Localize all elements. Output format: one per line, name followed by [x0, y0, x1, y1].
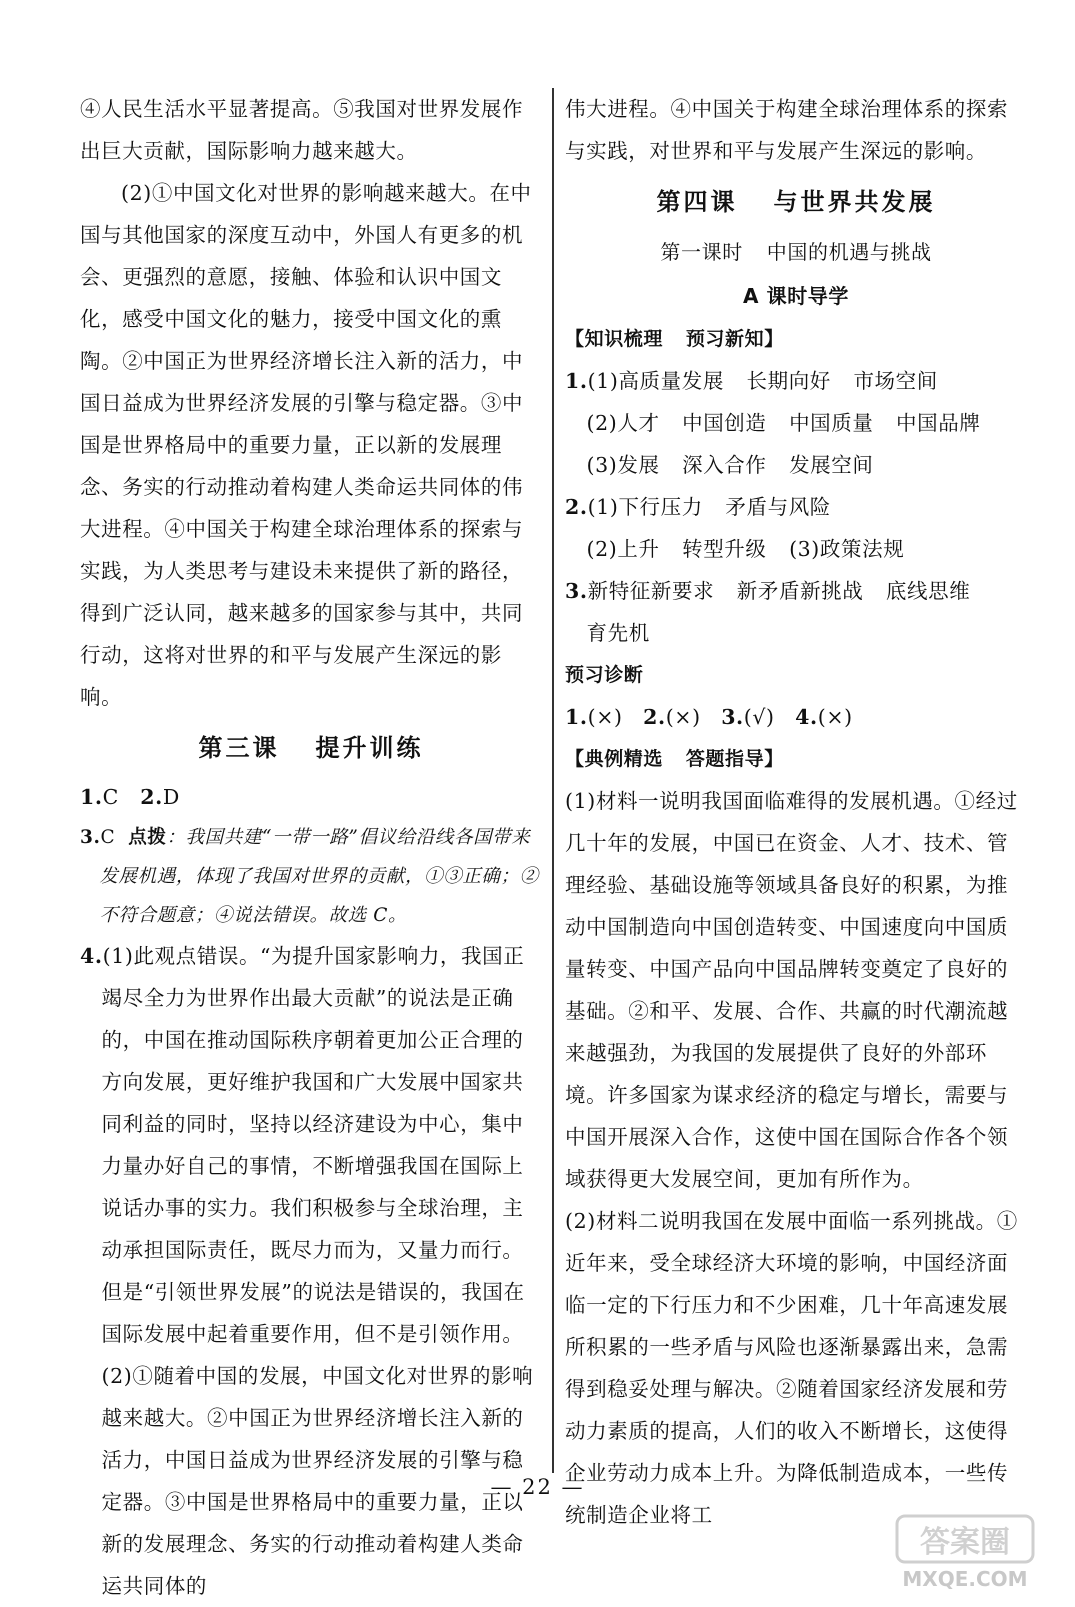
section-a-title: A 课时导学	[742, 284, 850, 308]
paragraph-continued-right: 伟大进程。④中国关于构建全球治理体系的探索与实践，对世界和平与发展产生深远的影响。	[565, 97, 1009, 163]
lesson-4-title: 第四课 与世界共发展	[656, 187, 936, 216]
column-divider	[552, 88, 554, 1473]
page-number: — 22 —	[490, 1475, 585, 1499]
question-1-2-answers: 1.C 2.D	[80, 785, 180, 809]
paragraph-continued: ④人民生活水平显著提高。⑤我国对世界发展作出巨大贡献，国际影响力越来越大。	[80, 97, 524, 163]
right-column	[565, 88, 1027, 1536]
lesson-subtitle: 第一课时 中国的机遇与挑战	[660, 240, 932, 264]
watermark-text-top: 答案圈	[920, 1525, 1010, 1560]
knowledge-item-1-line-1: 1.(1)高质量发展 长期向好 市场空间	[565, 369, 938, 393]
watermark-logo	[895, 1512, 1035, 1592]
preview-diagnosis-label: 预习诊断	[565, 664, 644, 686]
question-4-part-1: 4.(1)此观点错误。“为提升国家影响力，我国正竭尽全力为世界作出最大贡献”的说法是正确的，中国在推动国际秩序朝着更加公正合理的方向发展，更好维护我国和广大发展中国家共同利益的同时，坚持以经济建设为中心，集中力量办好自己的事情，不断增强我国在国际上说话办事的实力。我们积极参与全球治理，主动承担国际责任，既尽力而为，又量力而行。但是“引领世界发展”的说法是错误的，我国在国际发展中起着重要作用，但不是引领作用。	[80, 944, 525, 1346]
knowledge-item-2-line-1: 2.(1)下行压力 矛盾与风险	[565, 495, 831, 519]
knowledge-item-2-line-2: (2)上升 转型升级 (3)政策法规	[586, 537, 905, 561]
knowledge-item-3-line-1: 3.新特征新要求 新矛盾新挑战 底线思维	[565, 579, 971, 603]
left-column	[80, 88, 542, 1607]
watermark-icon	[895, 1512, 1035, 1592]
example-part-1: (1)材料一说明我国面临难得的发展机遇。①经过几十年的发展，中国已在资金、人才、技术、管理经验、基础设施等领域具备良好的积累，为推动中国制造向中国创造转变、中国速度向中国质量转变、中国产品向中国品牌转变奠定了良好的基础。②和平、发展、合作、共赢的时代潮流越来越强劲，为我国的发展提供了良好的外部环境。许多国家为谋求经济的稳定与增长，需要与中国开展深入合作，这使中国在国际合作各个领域获得更大发展空间，更加有所作为。	[565, 789, 1018, 1191]
preview-diagnosis-answers: 1.(×) 2.(×) 3.(√) 4.(×)	[565, 705, 853, 729]
example-heading: 【典例精选 答题指导】	[565, 748, 784, 770]
example-part-2: (2)材料二说明我国在发展中面临一系列挑战。①近年来，受全球经济大环境的影响，中国经济面临一定的下行压力和不少困难，几十年高速发展所积累的一些矛盾与风险也逐渐暴露出来，急需得到稳妥处理与解决。②随着国家经济发展和劳动力素质的提高，人们的收入不断增长，这使得企业劳动力成本上升。为降低制造成本，一些传统制造企业将工	[565, 1209, 1018, 1527]
knowledge-item-3-line-2: 育先机	[586, 621, 650, 645]
watermark-text-bottom: MXQE.COM	[902, 1567, 1028, 1591]
question-3-answer: 3.C 点拨：我国共建“一带一路”倡议给沿线各国带来发展机遇，体现了我国对世界的贡献，①③正确；②不符合题意；④说法错误。故选 C。	[80, 827, 539, 926]
knowledge-item-1-line-2: (2)人才 中国创造 中国质量 中国品牌	[586, 411, 981, 435]
paragraph-part-2: (2)①中国文化对世界的影响越来越大。在中国与其他国家的深度互动中，外国人有更多的机会、更强烈的意愿，接触、体验和认识中国文化，感受中国文化的魅力，接受中国文化的熏陶。②中国正为世界经济增长注入新的活力，中国日益成为世界经济发展的引擎与稳定器。③中国是世界格局中的重要力量，正以新的发展理念、务实的行动推动着构建人类命运共同体的伟大进程。④中国关于构建全球治理体系的探索与实践，为人类思考与建设未来提供了新的路径，得到广泛认同，越来越多的国家参与其中，共同行动，这将对世界的和平与发展产生深远的影响。	[80, 181, 532, 709]
question-4-part-2: (2)①随着中国的发展，中国文化对世界的影响越来越大。②中国正为世界经济增长注入新的活力，中国日益成为世界经济发展的引擎与稳定器。③中国是世界格局中的重要力量，正以新的发展理念、务实的行动推动着构建人类命运共同体的	[101, 1364, 534, 1598]
knowledge-item-1-line-3: (3)发展 深入合作 发展空间	[586, 453, 874, 477]
lesson-3-title: 第三课 提升训练	[198, 733, 424, 762]
knowledge-heading: 【知识梳理 预习新知】	[565, 328, 784, 350]
